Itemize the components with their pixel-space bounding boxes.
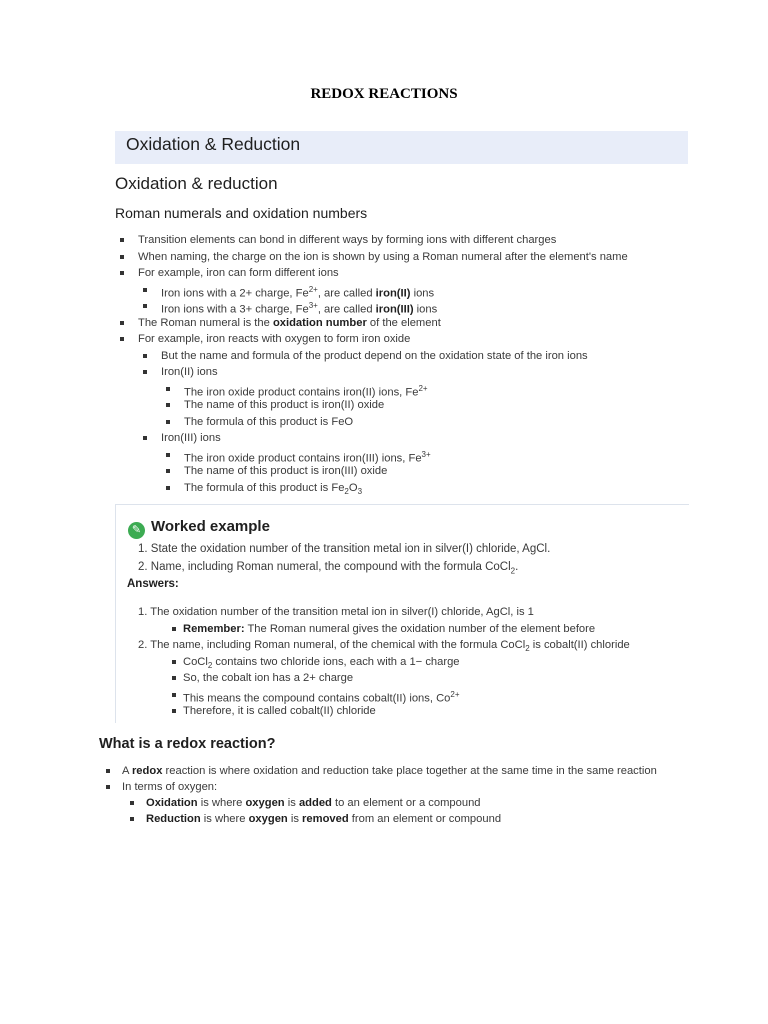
section-heading-oxidation-reduction: Oxidation & reduction: [115, 174, 278, 193]
list-item: A redox reaction is where oxidation and reduction take place together at the same time in the same reaction: [100, 763, 670, 779]
list-item: 2. The name, including Roman numeral, of the chemical with the formula CoCl$_2$ is cobalt(II) chloride: [138, 639, 630, 654]
list-item: The formula of this product is FeO: [116, 414, 628, 431]
answers-list: [138, 604, 630, 720]
list-item: In terms of oxygen:: [100, 779, 670, 795]
oxidation-numbers-list: [116, 232, 628, 496]
section-heading-redox: What is a redox reaction?: [99, 736, 276, 752]
subheading-roman-numerals: Roman numerals and oxidation numbers: [115, 205, 368, 221]
list-item: Iron(III) ions: [116, 430, 628, 447]
topic-banner-title: Oxidation & Reduction: [126, 134, 301, 154]
list-item: Iron ions with a 2+ charge, $Fe^{2+}$, are called iron(II) ions: [116, 282, 628, 299]
list-item: The name of this product is iron(III) oxide: [116, 463, 628, 480]
document-title: REDOX REACTIONS: [310, 86, 458, 102]
list-item: The name of this product is iron(II) oxide: [116, 397, 628, 414]
question-1: 1. State the oxidation number of the transition metal ion in silver(I) chloride, AgCl.: [138, 543, 551, 555]
list-item: 1. The oxidation number of the transition metal ion in silver(I) chloride, AgCl, is 1: [138, 606, 534, 618]
list-item: Remember: The Roman numeral gives the oxidation number of the element before: [138, 621, 630, 638]
list-item: But the name and formula of the product depend on the oxidation state of the iron ions: [116, 348, 628, 365]
list-item: Reduction is where oxygen is removed from an element or compound: [100, 811, 670, 827]
list-item: So, the cobalt ion has a 2+ charge: [138, 670, 630, 687]
pencil-icon: ✎: [128, 522, 145, 539]
list-item: When naming, the charge on the ion is shown by using a Roman numeral after the element's name: [116, 249, 628, 266]
list-item: Oxidation is where oxygen is added to an element or a compound: [100, 795, 670, 811]
list-item: The formula of this product is $Fe_2O_3$: [116, 480, 628, 497]
list-item: CoCl$_2$ contains two chloride ions, each with a 1− charge: [138, 654, 630, 671]
question-2: 2. Name, including Roman numeral, the compound with the formula CoCl$_2$.: [138, 561, 519, 576]
answers-label: Answers:: [127, 578, 179, 590]
list-item: The Roman numeral is the oxidation number of the element: [116, 315, 628, 332]
list-item: Therefore, it is called cobalt(II) chloride: [138, 703, 630, 720]
list-item: For example, iron reacts with oxygen to form iron oxide: [116, 331, 628, 348]
list-item: This means the compound contains cobalt(II) ions, $Co^{2+}$: [138, 687, 630, 704]
list-item: Iron ions with a 3+ charge, $Fe^{3+}$, are called iron(III) ions: [116, 298, 628, 315]
list-item: Transition elements can bond in different ways by forming ions with different charges: [116, 232, 628, 249]
topic-banner: [115, 131, 688, 164]
list-item: Iron(II) ions: [116, 364, 628, 381]
worked-example-box: [115, 504, 689, 723]
redox-list: [100, 763, 670, 827]
worked-example-heading: ✎ Worked example: [128, 518, 270, 539]
list-item: For example, iron can form different ions: [116, 265, 628, 282]
list-item: The iron oxide product contains iron(III) ions, $Fe^{3+}$: [116, 447, 628, 464]
list-item: The iron oxide product contains iron(II) ions, $Fe^{2+}$: [116, 381, 628, 398]
